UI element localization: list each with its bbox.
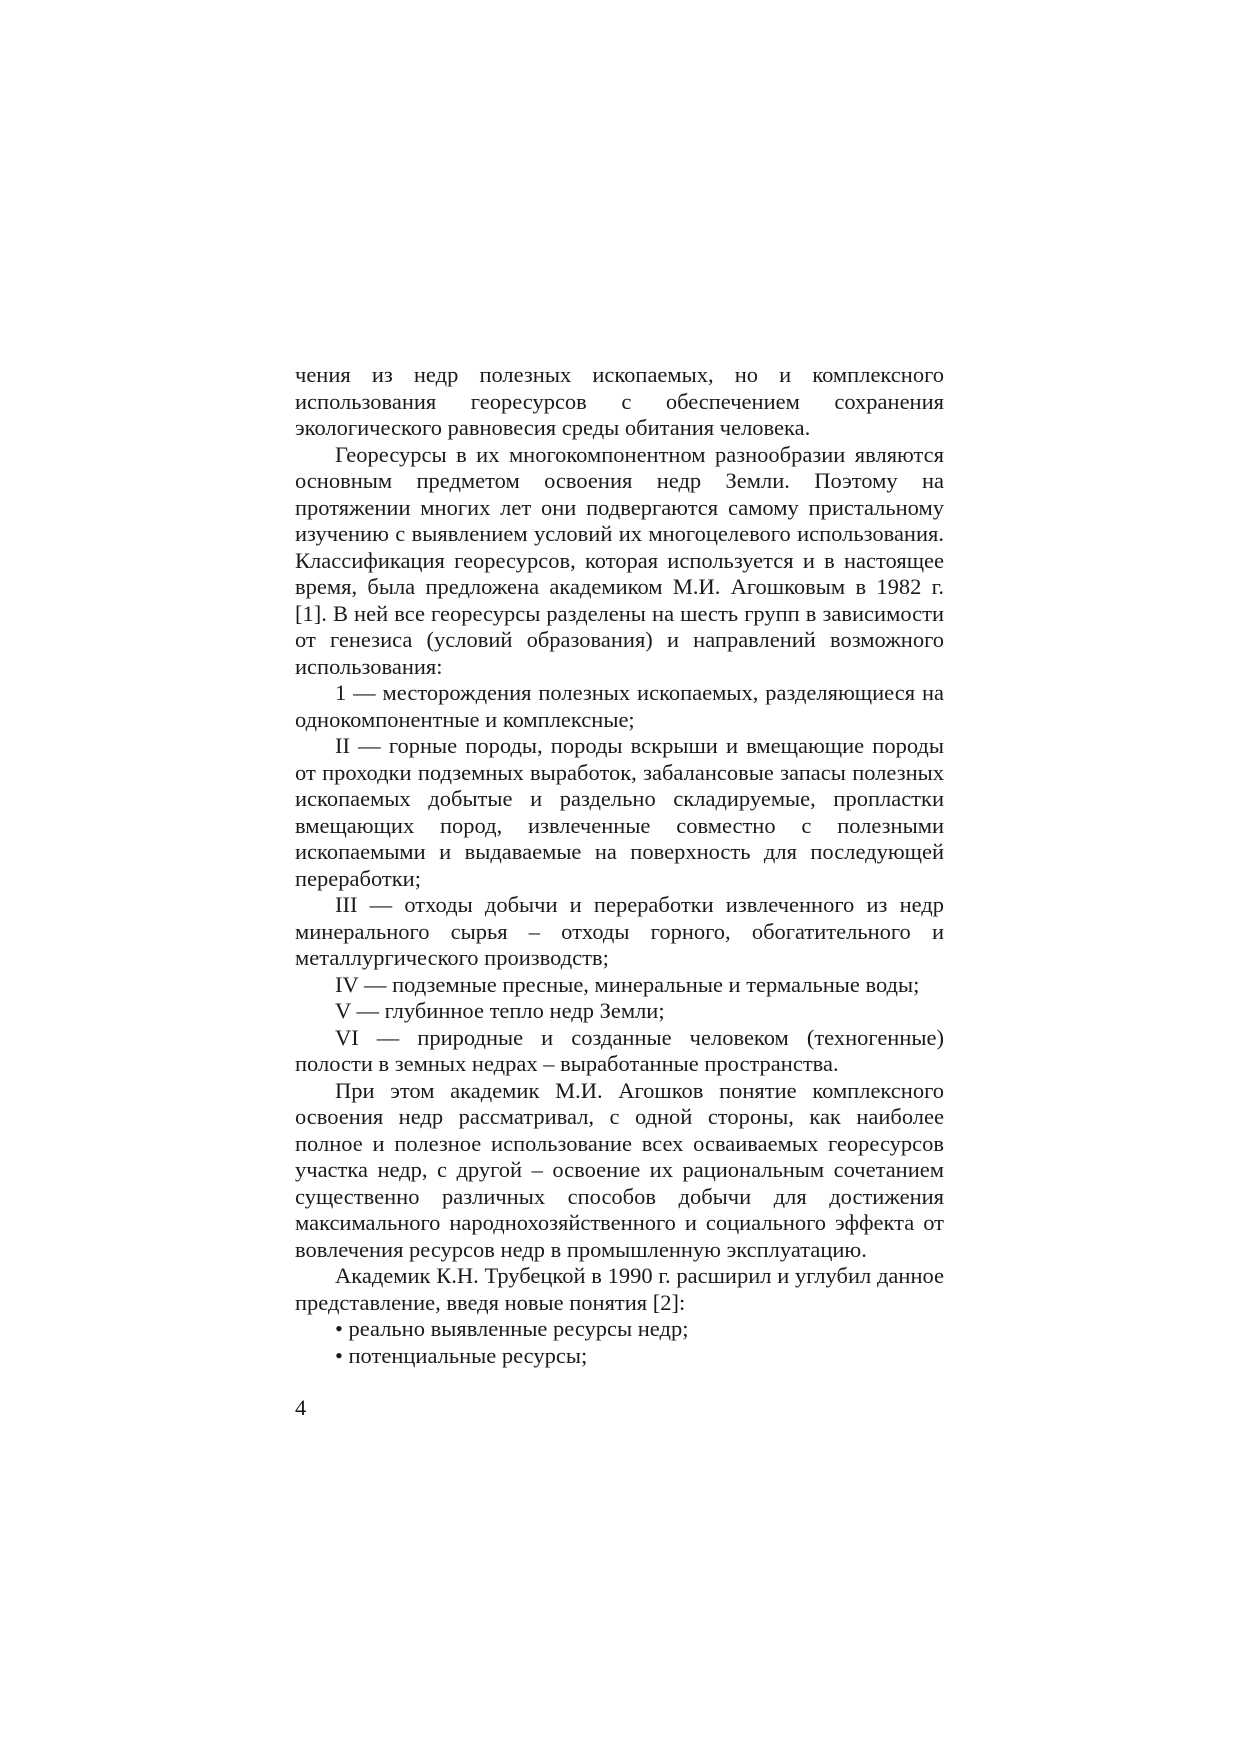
list-item-group-1: 1 — месторождения полезных ископаемых, разделяющиеся на однокомпонентные и комплексные;: [295, 680, 944, 732]
page-number: 4: [295, 1395, 307, 1420]
bullet-item: • потенциальные ресурсы;: [335, 1342, 588, 1368]
list-item-group-5: V — глубинное тепло недр Земли;: [335, 998, 665, 1023]
list-item-group-2: II — горные породы, породы вскрыши и вмещающие породы от проходки подземных выработок, забалансовые запасы полезных ископаемых добытые и раздельно складируемые, пропластки вмещающих пород, извлеченные совместно с полезными ископаемыми и выдаваемые на поверхность для последующей переработки;: [295, 733, 944, 891]
paragraph-agoshkov: При этом академик М.И. Агошков понятие комплексного освоения недр рассматривал, с одной стороны, как наиболее полное и полезное использование всех осваиваемых георесурсов участка недр, с другой – освоение их рациональным сочетанием существенно различных способов добычи для достижения максимального народнохозяйственного и социального эффекта от вовлечения ресурсов недр в промышленную эксплуатацию.: [295, 1077, 944, 1262]
list-item-group-3: III — отходы добычи и переработки извлеченного из недр минерального сырья – отходы горного, обогатительного и металлургического производств;: [295, 892, 944, 970]
bullet-item: • реально выявленные ресурсы недр;: [335, 1316, 689, 1341]
page-body: [295, 362, 944, 1369]
list-item-group-4: IV — подземные пресные, минеральные и термальные воды;: [335, 971, 920, 997]
paragraph-continuation: чения из недр полезных ископаемых, но и комплексного использования георесурсов с обеспечением сохранения экологического равновесия среды обитания человека.: [295, 362, 944, 440]
list-item-group-6: VI — природные и созданные человеком (техногенные) полости в земных недрах – выработанные пространства.: [295, 1024, 944, 1076]
paragraph-trubetskoy: Академик К.Н. Трубецкой в 1990 г. расширил и углубил данное представление, введя новые понятия [2]:: [295, 1263, 944, 1315]
paragraph-georesources: Георесурсы в их многокомпонентном разнообразии являются основным предметом освоения недр Земли. Поэтому на протяжении многих лет они подвергаются самому пристальному изучению с выявлением условий их многоцелевого использования. Классификация георесурсов, которая используется и в настоящее время, была предложена академиком М.И. Агошковым в 1982 г. [1]. В ней все георесурсы разделены на шесть групп в зависимости от генезиса (условий образования) и направлений возможного использования:: [295, 441, 944, 679]
